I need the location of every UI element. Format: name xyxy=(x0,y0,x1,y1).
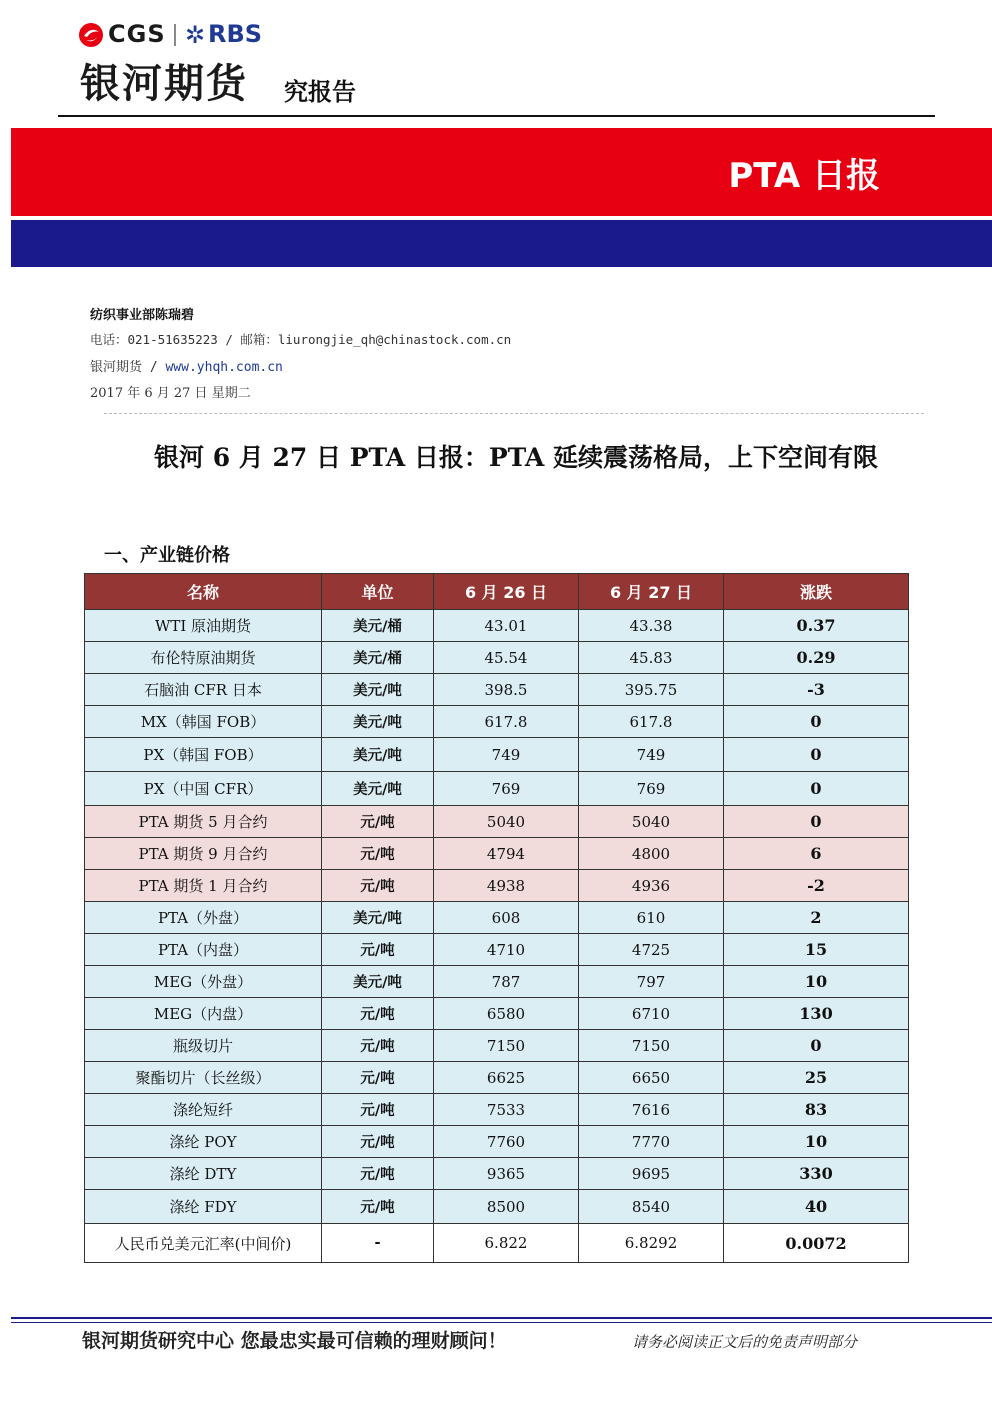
cell-price-27: 749 xyxy=(579,738,724,772)
cell-name: 涤纶短纤 xyxy=(85,1094,322,1126)
cell-unit: 元/吨 xyxy=(322,998,434,1030)
cell-name: PTA（外盘） xyxy=(85,902,322,934)
cell-name: PX（韩国 FOB） xyxy=(85,738,322,772)
cell-unit: 美元/吨 xyxy=(322,902,434,934)
cell-price-27: 6710 xyxy=(579,998,724,1030)
report-type: 究报告 xyxy=(284,78,356,106)
cell-change: -3 xyxy=(724,674,909,706)
table-body xyxy=(85,610,909,1263)
cell-change: 0 xyxy=(724,738,909,772)
cell-name: 瓶级切片 xyxy=(85,1030,322,1062)
cell-price-27: 9695 xyxy=(579,1158,724,1190)
cell-change: 0.29 xyxy=(724,642,909,674)
rbs-logo-icon: ✲ xyxy=(185,21,206,49)
table-row xyxy=(85,642,909,674)
cell-price-26: 7533 xyxy=(434,1094,579,1126)
cell-name: PTA 期货 5 月合约 xyxy=(85,806,322,838)
header-date-27: 6 月 27 日 xyxy=(579,574,724,610)
cell-price-27: 45.83 xyxy=(579,642,724,674)
cell-price-26: 45.54 xyxy=(434,642,579,674)
banner-title: PTA 日报 xyxy=(728,156,880,196)
cell-price-26: 4938 xyxy=(434,870,579,902)
table-row xyxy=(85,1158,909,1190)
cell-price-27: 610 xyxy=(579,902,724,934)
cell-name: MX（韩国 FOB） xyxy=(85,706,322,738)
footer-slogan: 银河期货研究中心 您最忠实最可信赖的理财顾问！ xyxy=(82,1330,507,1352)
cgs-logo-icon xyxy=(78,22,104,48)
cell-name: 布伦特原油期货 xyxy=(85,642,322,674)
cell-price-27: 6650 xyxy=(579,1062,724,1094)
cell-price-27: 43.38 xyxy=(579,610,724,642)
cell-change: 6 xyxy=(724,838,909,870)
header-date-26: 6 月 26 日 xyxy=(434,574,579,610)
cell-unit: 元/吨 xyxy=(322,934,434,966)
website-row xyxy=(90,356,283,375)
cell-unit: 元/吨 xyxy=(322,1094,434,1126)
report-date: 2017 年 6 月 27 日 星期二 xyxy=(90,386,251,401)
cell-change: 10 xyxy=(724,1126,909,1158)
table-row xyxy=(85,674,909,706)
cell-price-26: 8500 xyxy=(434,1190,579,1224)
cell-price-27: 7616 xyxy=(579,1094,724,1126)
cell-price-27: 4800 xyxy=(579,838,724,870)
cell-price-26: 398.5 xyxy=(434,674,579,706)
table-row xyxy=(85,610,909,642)
cell-change: 0.0072 xyxy=(724,1224,909,1263)
cell-price-26: 4710 xyxy=(434,934,579,966)
cell-price-26: 617.8 xyxy=(434,706,579,738)
cell-price-27: 7770 xyxy=(579,1126,724,1158)
header-unit: 单位 xyxy=(322,574,434,610)
header-name: 名称 xyxy=(85,574,322,610)
banner-blue-band xyxy=(11,220,992,267)
table-row xyxy=(85,902,909,934)
report-headline: 银河 6 月 27 日 PTA 日报：PTA 延续震荡格局，上下空间有限 xyxy=(154,443,878,472)
cell-price-27: 4725 xyxy=(579,934,724,966)
cell-unit: 元/吨 xyxy=(322,838,434,870)
cell-name: MEG（内盘） xyxy=(85,998,322,1030)
cell-price-26: 749 xyxy=(434,738,579,772)
cell-unit: 美元/吨 xyxy=(322,674,434,706)
table-row xyxy=(85,1030,909,1062)
table-row xyxy=(85,998,909,1030)
cell-price-26: 7150 xyxy=(434,1030,579,1062)
cell-unit: 美元/吨 xyxy=(322,738,434,772)
table-row xyxy=(85,706,909,738)
logo-cgs-text: CGS xyxy=(108,20,166,48)
cell-price-26: 787 xyxy=(434,966,579,998)
cell-unit: 元/吨 xyxy=(322,870,434,902)
logo-rbs-text: RBS xyxy=(208,20,263,48)
cell-change: 15 xyxy=(724,934,909,966)
cell-price-26: 4794 xyxy=(434,838,579,870)
cell-unit: 美元/吨 xyxy=(322,706,434,738)
cell-name: 人民币兑美元汇率(中间价) xyxy=(85,1224,322,1263)
cell-name: PTA 期货 1 月合约 xyxy=(85,870,322,902)
cell-name: WTI 原油期货 xyxy=(85,610,322,642)
cell-name: 涤纶 POY xyxy=(85,1126,322,1158)
cell-price-26: 608 xyxy=(434,902,579,934)
cell-price-26: 6580 xyxy=(434,998,579,1030)
cell-price-27: 6.8292 xyxy=(579,1224,724,1263)
cell-unit: 美元/桶 xyxy=(322,610,434,642)
table-row xyxy=(85,838,909,870)
cell-name: 涤纶 FDY xyxy=(85,1190,322,1224)
cell-price-26: 6625 xyxy=(434,1062,579,1094)
cell-change: 130 xyxy=(724,998,909,1030)
logo-divider xyxy=(174,24,176,46)
price-table xyxy=(84,573,909,1263)
cell-price-27: 7150 xyxy=(579,1030,724,1062)
author-department: 纺织事业部陈瑞碧 xyxy=(90,308,195,323)
cell-price-26: 5040 xyxy=(434,806,579,838)
website-link[interactable]: www.yhqh.com.cn xyxy=(165,360,283,375)
cell-change: -2 xyxy=(724,870,909,902)
header-divider xyxy=(58,115,935,117)
section-title: 一、产业链价格 xyxy=(104,545,230,566)
table-header-row xyxy=(85,574,909,610)
cell-change: 83 xyxy=(724,1094,909,1126)
cell-price-26: 769 xyxy=(434,772,579,806)
cell-unit: 元/吨 xyxy=(322,1126,434,1158)
cell-price-26: 43.01 xyxy=(434,610,579,642)
website-prefix: 银河期货 / xyxy=(90,360,166,375)
author-contact: 电话：021-51635223 / 邮箱：liurongjie_qh@chinastock.com.cn xyxy=(90,332,512,347)
footer-divider-thin xyxy=(11,1322,992,1323)
cell-change: 0 xyxy=(724,772,909,806)
cell-price-27: 797 xyxy=(579,966,724,998)
footer-disclaimer: 请务必阅读正文后的免责声明部分 xyxy=(632,1333,858,1351)
cell-price-26: 9365 xyxy=(434,1158,579,1190)
header-change: 涨跌 xyxy=(724,574,909,610)
cell-change: 0.37 xyxy=(724,610,909,642)
dashed-divider xyxy=(104,413,924,414)
table-row xyxy=(85,1224,909,1263)
table-row xyxy=(85,1126,909,1158)
cell-price-27: 5040 xyxy=(579,806,724,838)
cell-name: 涤纶 DTY xyxy=(85,1158,322,1190)
cell-name: MEG（外盘） xyxy=(85,966,322,998)
cell-change: 0 xyxy=(724,706,909,738)
cell-name: 聚酯切片（长丝级） xyxy=(85,1062,322,1094)
cell-name: PTA（内盘） xyxy=(85,934,322,966)
cell-change: 2 xyxy=(724,902,909,934)
cell-unit: 元/吨 xyxy=(322,1158,434,1190)
cell-change: 25 xyxy=(724,1062,909,1094)
cell-change: 40 xyxy=(724,1190,909,1224)
cell-price-27: 4936 xyxy=(579,870,724,902)
cell-change: 10 xyxy=(724,966,909,998)
cell-name: PTA 期货 9 月合约 xyxy=(85,838,322,870)
table-row xyxy=(85,1094,909,1126)
cell-price-27: 395.75 xyxy=(579,674,724,706)
cell-unit: - xyxy=(322,1224,434,1263)
cell-name: 石脑油 CFR 日本 xyxy=(85,674,322,706)
table-row xyxy=(85,1062,909,1094)
cell-price-26: 6.822 xyxy=(434,1224,579,1263)
cell-price-27: 8540 xyxy=(579,1190,724,1224)
footer-divider xyxy=(11,1317,992,1319)
table-row xyxy=(85,966,909,998)
company-name: 银河期货 xyxy=(80,61,248,107)
cell-unit: 元/吨 xyxy=(322,1030,434,1062)
table-row xyxy=(85,870,909,902)
cell-change: 0 xyxy=(724,806,909,838)
cell-unit: 美元/吨 xyxy=(322,966,434,998)
cell-unit: 美元/桶 xyxy=(322,642,434,674)
cell-change: 330 xyxy=(724,1158,909,1190)
cell-unit: 美元/吨 xyxy=(322,772,434,806)
table-row xyxy=(85,772,909,806)
table-row xyxy=(85,1190,909,1224)
cell-unit: 元/吨 xyxy=(322,1062,434,1094)
table-row xyxy=(85,934,909,966)
cell-unit: 元/吨 xyxy=(322,806,434,838)
cell-unit: 元/吨 xyxy=(322,1190,434,1224)
cell-price-27: 617.8 xyxy=(579,706,724,738)
cell-price-27: 769 xyxy=(579,772,724,806)
cell-change: 0 xyxy=(724,1030,909,1062)
table-row xyxy=(85,806,909,838)
cell-name: PX（中国 CFR） xyxy=(85,772,322,806)
cell-price-26: 7760 xyxy=(434,1126,579,1158)
table-row xyxy=(85,738,909,772)
